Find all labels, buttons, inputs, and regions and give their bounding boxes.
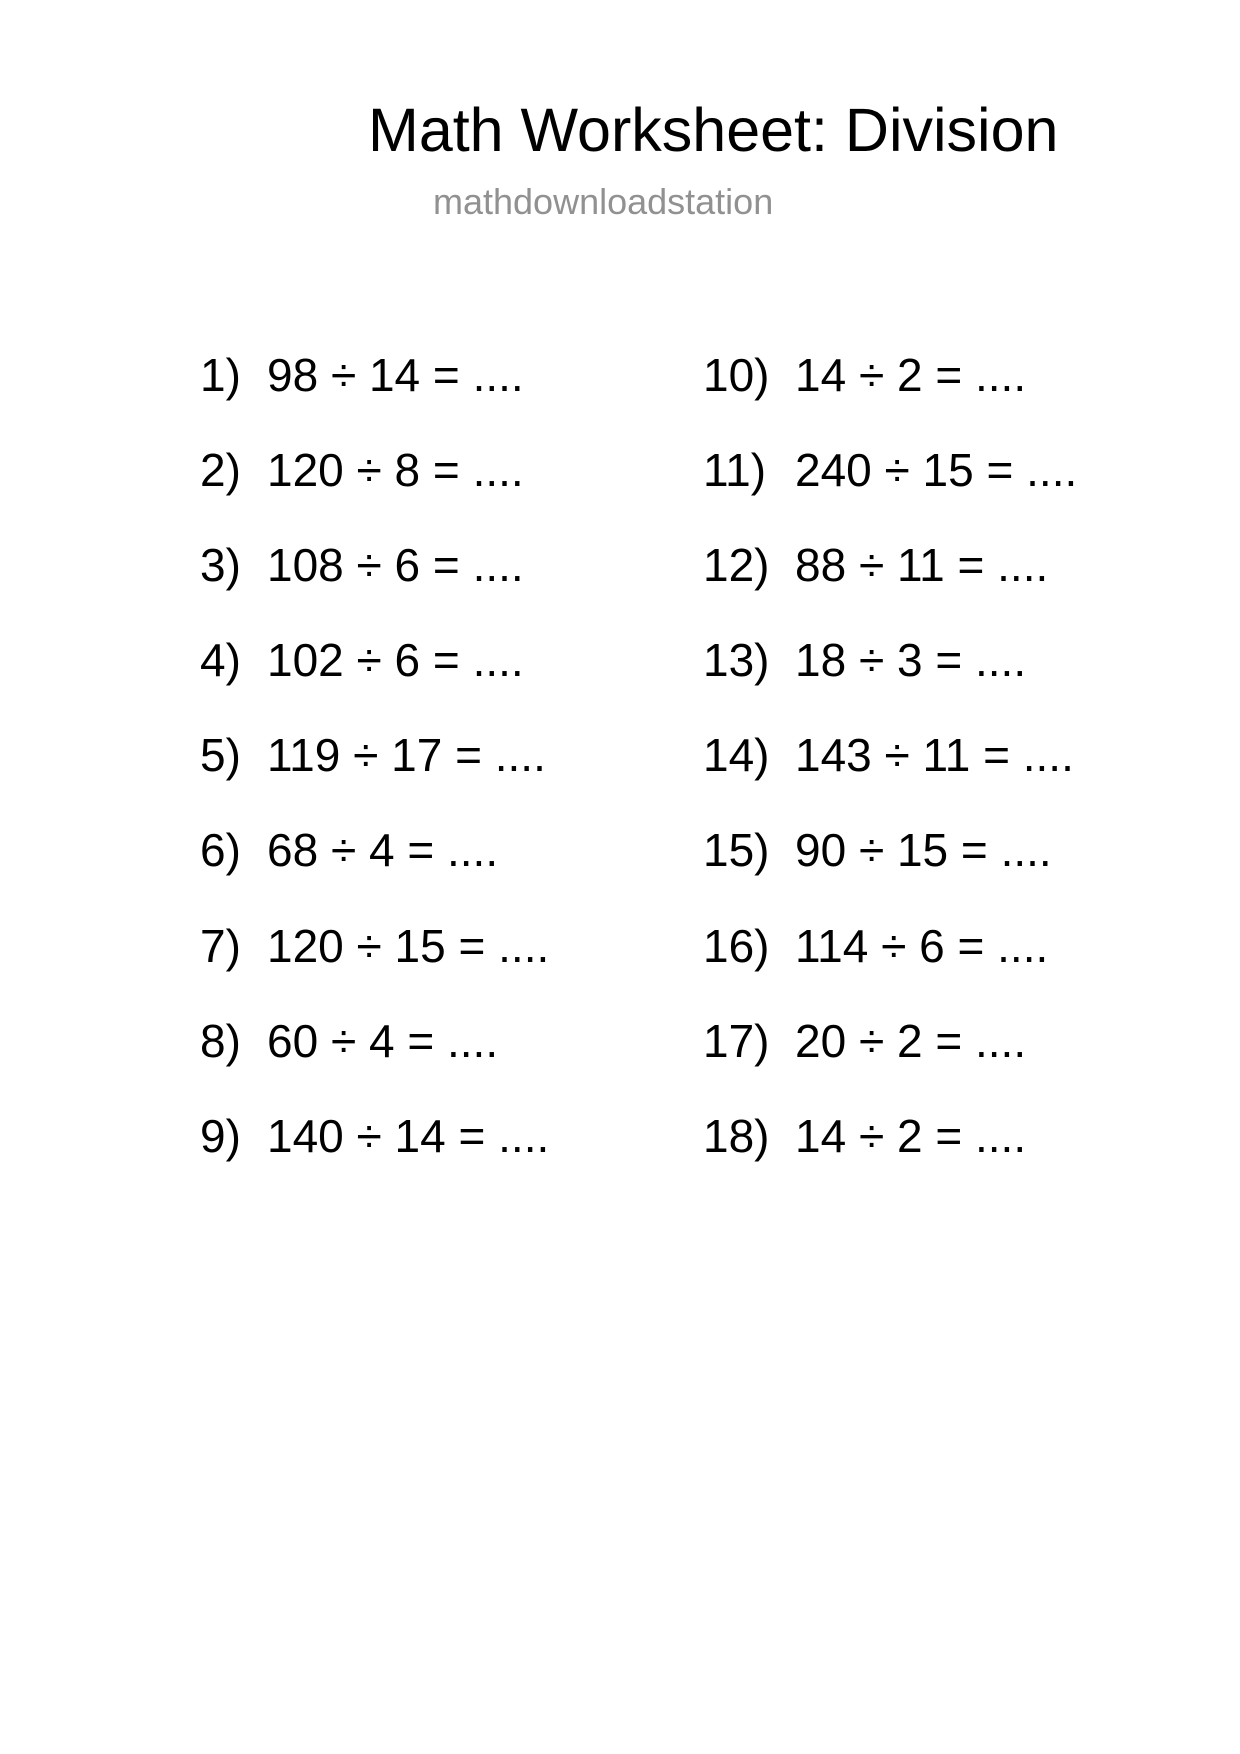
page-subtitle: mathdownloadstation — [433, 181, 774, 222]
problem-item — [200, 899, 549, 994]
problem-equation: 68 ÷ 4 = .... — [267, 824, 499, 877]
problem-number: 5) — [200, 729, 241, 782]
problem-item — [200, 613, 549, 708]
problem-number: 15) — [703, 824, 770, 877]
problem-equation: 120 ÷ 15 = .... — [267, 919, 550, 972]
problem-equation: 108 ÷ 6 = .... — [267, 539, 524, 592]
problem-item — [200, 518, 549, 613]
problem-number: 1) — [200, 349, 241, 401]
problem-item — [200, 423, 549, 518]
problem-number: 6) — [200, 824, 241, 877]
problem-equation: 114 ÷ 6 = .... — [795, 919, 1049, 972]
problem-item — [703, 708, 1077, 803]
problem-number: 14) — [703, 729, 770, 782]
problem-number: 4) — [200, 634, 241, 687]
problem-item — [703, 899, 1077, 994]
problem-item — [703, 423, 1077, 518]
problem-number: 17) — [703, 1014, 770, 1067]
problem-item — [703, 994, 1077, 1089]
problem-number: 11) — [703, 444, 767, 497]
problem-number: 2) — [200, 444, 241, 497]
problem-item — [703, 328, 1077, 423]
problem-number: 9) — [200, 1109, 241, 1162]
problem-number: 16) — [703, 919, 770, 972]
problem-equation: 20 ÷ 2 = .... — [795, 1014, 1027, 1067]
problems-column-right — [703, 328, 1077, 1184]
problem-number: 18) — [703, 1109, 770, 1162]
problem-item — [200, 328, 549, 423]
problem-equation: 88 ÷ 11 = .... — [795, 539, 1049, 592]
problem-equation: 98 ÷ 14 = .... — [267, 349, 524, 401]
problem-equation: 140 ÷ 14 = .... — [267, 1109, 550, 1162]
problem-equation: 143 ÷ 11 = .... — [795, 729, 1074, 782]
problem-item — [703, 1089, 1077, 1184]
problem-equation: 90 ÷ 15 = .... — [795, 824, 1052, 877]
problem-equation: 240 ÷ 15 = .... — [795, 444, 1078, 497]
problem-item — [200, 803, 549, 898]
problem-item — [200, 994, 549, 1089]
problem-item — [200, 1089, 549, 1184]
problem-equation: 14 ÷ 2 = .... — [795, 349, 1027, 401]
problem-number: 8) — [200, 1014, 241, 1067]
problem-equation: 14 ÷ 2 = .... — [795, 1109, 1027, 1162]
problem-equation: 60 ÷ 4 = .... — [267, 1014, 499, 1067]
problem-equation: 102 ÷ 6 = .... — [267, 634, 524, 687]
problem-number: 10) — [703, 349, 770, 401]
problems-column-left — [200, 328, 549, 1184]
problem-number: 7) — [200, 919, 241, 972]
problem-equation: 18 ÷ 3 = .... — [795, 634, 1027, 687]
problem-item — [703, 613, 1077, 708]
page-title: Math Worksheet: Division — [368, 96, 1059, 164]
problem-number: 3) — [200, 539, 241, 592]
problem-item — [703, 518, 1077, 613]
problem-number: 12) — [703, 539, 770, 592]
problem-equation: 120 ÷ 8 = .... — [267, 444, 524, 497]
problem-number: 13) — [703, 634, 770, 687]
problem-item — [703, 803, 1077, 898]
problem-item — [200, 708, 549, 803]
problem-equation: 119 ÷ 17 = .... — [267, 729, 546, 782]
